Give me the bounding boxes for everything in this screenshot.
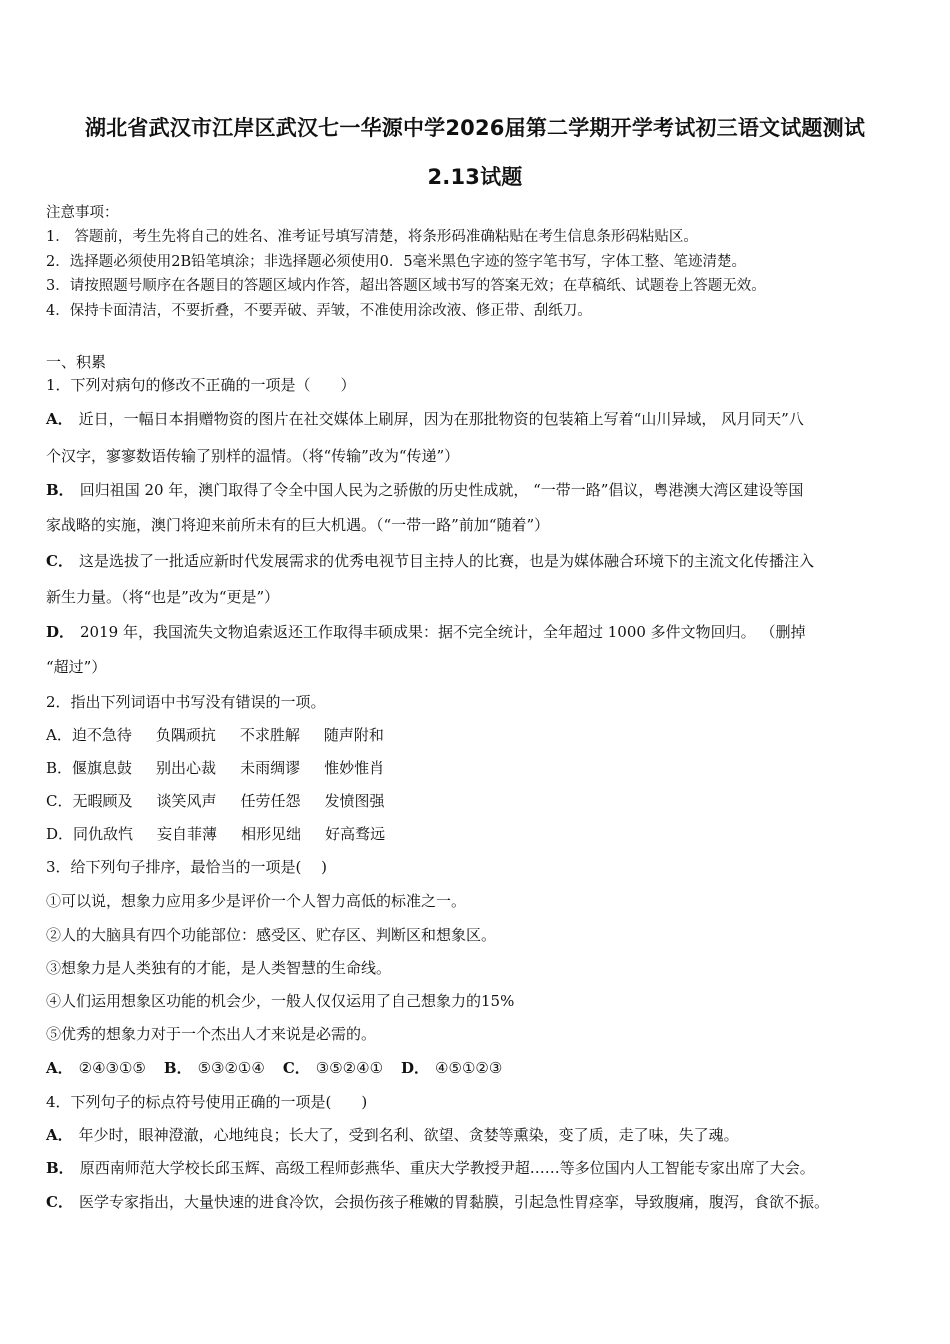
question-3-sentence-4: ④人们运用想象区功能的机会少，一般人仅仅运用了自己想象力的15% (46, 992, 515, 1010)
word: 发愤图强 (324, 792, 385, 810)
question-1-option-c-cont: 新生力量。（将“也是”改为“更是”） (46, 588, 280, 606)
answer-option-a: A． ②④③①⑤ (46, 1059, 146, 1077)
exam-title-line-1: 湖北省武汉市江岸区武汉七一华源中学2026届第二学期开学考试初三语文试题测试 (84, 116, 866, 140)
word: 惟妙惟肖 (324, 759, 385, 777)
question-3-sentence-2: ②人的大脑具有四个功能部位：感受区、贮存区、判断区和想象区。 (46, 926, 497, 944)
question-3-stem: 3．给下列句子排序，最恰当的一项是( ) (46, 858, 328, 876)
question-4-option-b (46, 1158, 815, 1178)
question-4-option-c (46, 1192, 829, 1212)
word: 无暇顾及 (72, 792, 133, 810)
option-label: A． (46, 410, 73, 428)
answer-option-c: C． ③⑤②④① (282, 1059, 384, 1077)
notice-heading: 注意事项： (46, 205, 119, 221)
question-3-sentence-1: ①可以说，想象力应用多少是评价一个人智力高低的标准之一。 (46, 892, 467, 910)
option-label: C． (46, 552, 73, 570)
option-text: 原西南师范大学校长邱玉辉、高级工程师彭燕华、重庆大学教授尹超……等多位国内人工智能专家出席了大会。 (79, 1159, 815, 1177)
question-1-option-a (46, 409, 804, 429)
question-2-option-d (46, 824, 385, 844)
option-text: 近日，一幅日本捐赠物资的图片在社交媒体上刷屏，因为在那批物资的包装箱上写着“山川异域， 风月同天”八 (78, 410, 804, 428)
word: 偃旗息鼓 (72, 759, 133, 777)
word: 妄自菲薄 (157, 825, 218, 843)
option-label: D． (46, 623, 75, 641)
word: 好高骛远 (325, 825, 386, 843)
notice-item-4: 4．保持卡面清洁，不要折叠，不要弄破、弄皱，不准使用涂改液、修正带、刮纸刀。 (46, 303, 592, 319)
question-3-sentence-3: ③想象力是人类独有的才能，是人类智慧的生命线。 (46, 959, 392, 977)
option-text: 这是选拔了一批适应新时代发展需求的优秀电视节目主持人的比赛，也是为媒体融合环境下的主流文化传播注入 (78, 552, 814, 570)
word: 迫不急待 (71, 726, 132, 744)
answer-option-d: D． ④⑤①②③ (401, 1059, 503, 1077)
question-4-option-a (46, 1125, 739, 1145)
question-1-option-d (46, 622, 805, 642)
question-2-option-a (46, 725, 384, 745)
option-label: A． (46, 1126, 73, 1144)
question-2-option-c (46, 791, 385, 811)
word: 负隅顽抗 (155, 726, 216, 744)
notice-item-1: 1． 答题前，考生先将自己的姓名、准考证号填写清楚，将条形码准确粘贴在考生信息条形码粘贴区。 (46, 229, 698, 245)
word: 不求胜解 (239, 726, 300, 744)
word: 谈笑风声 (156, 792, 217, 810)
section-heading: 一、积累 (46, 353, 107, 371)
question-2-option-b (46, 758, 384, 778)
word: 随声附和 (323, 726, 384, 744)
question-1-option-b-cont: 家战略的实施，澳门将迎来前所未有的巨大机遇。（“一带一路”前加“随着”） (46, 516, 550, 534)
question-4-stem: 4．下列句子的标点符号使用正确的一项是( ) (46, 1093, 368, 1111)
word: 同仇敌忾 (73, 825, 134, 843)
option-text: 年少时，眼神澄澈，心地纯良；长大了，受到名利、欲望、贪婪等熏染，变了质，走了味，失了魂。 (78, 1126, 739, 1144)
option-text: 2019 年，我国流失文物追索返还工作取得丰硕成果：据不完全统计，全年超过 1000 多件文物回归。 （删掉 (80, 623, 806, 641)
option-label: B． (46, 1159, 74, 1177)
option-label: B． (46, 481, 74, 499)
notice-item-3: 3．请按照题号顺序在各题目的答题区域内作答，超出答题区域书写的答案无效；在草稿纸、试题卷上答题无效。 (46, 278, 766, 294)
option-label: C． (46, 1193, 73, 1211)
answer-option-b: B． ⑤③②①④ (163, 1059, 265, 1077)
question-2-stem: 2．指出下列词语中书写没有错误的一项。 (46, 693, 326, 711)
question-1-option-c (46, 551, 814, 571)
word: 任劳任怨 (240, 792, 301, 810)
word: 未雨绸谬 (240, 759, 301, 777)
word: 相形见绌 (241, 825, 302, 843)
question-1-option-d-cont: “超过”） (46, 658, 107, 676)
option-label: B． (46, 759, 73, 777)
notice-item-2: 2．选择题必须使用2B铅笔填涂；非选择题必须使用0．5毫米黑色字迹的签字笔书写，字体工整、笔迹清楚。 (46, 254, 747, 270)
question-3-answers (46, 1058, 520, 1078)
question-3-sentence-5: ⑤优秀的想象力对于一个杰出人才来说是必需的。 (46, 1025, 377, 1043)
word: 别出心裁 (156, 759, 217, 777)
question-1-option-a-cont: 个汉字，寥寥数语传输了别样的温情。（将“传输”改为“传递”） (46, 447, 460, 465)
option-label: D． (46, 825, 74, 843)
question-1-option-b (46, 480, 803, 500)
exam-title-line-2: 2.13试题 (427, 165, 523, 189)
option-label: A． (46, 726, 72, 744)
question-1-stem: 1．下列对病句的修改不正确的一项是（ ） (46, 376, 356, 394)
option-text: 医学专家指出，大量快速的进食冷饮，会损伤孩子稚嫩的胃黏膜，引起急性胃痉挛，导致腹痛，腹泻，食欲不振。 (78, 1193, 829, 1211)
option-text: 回归祖国 20 年，澳门取得了令全中国人民为之骄傲的历史性成就， “一带一路”倡议，粤港澳大湾区建设等国 (79, 481, 804, 499)
option-label: C． (46, 792, 73, 810)
